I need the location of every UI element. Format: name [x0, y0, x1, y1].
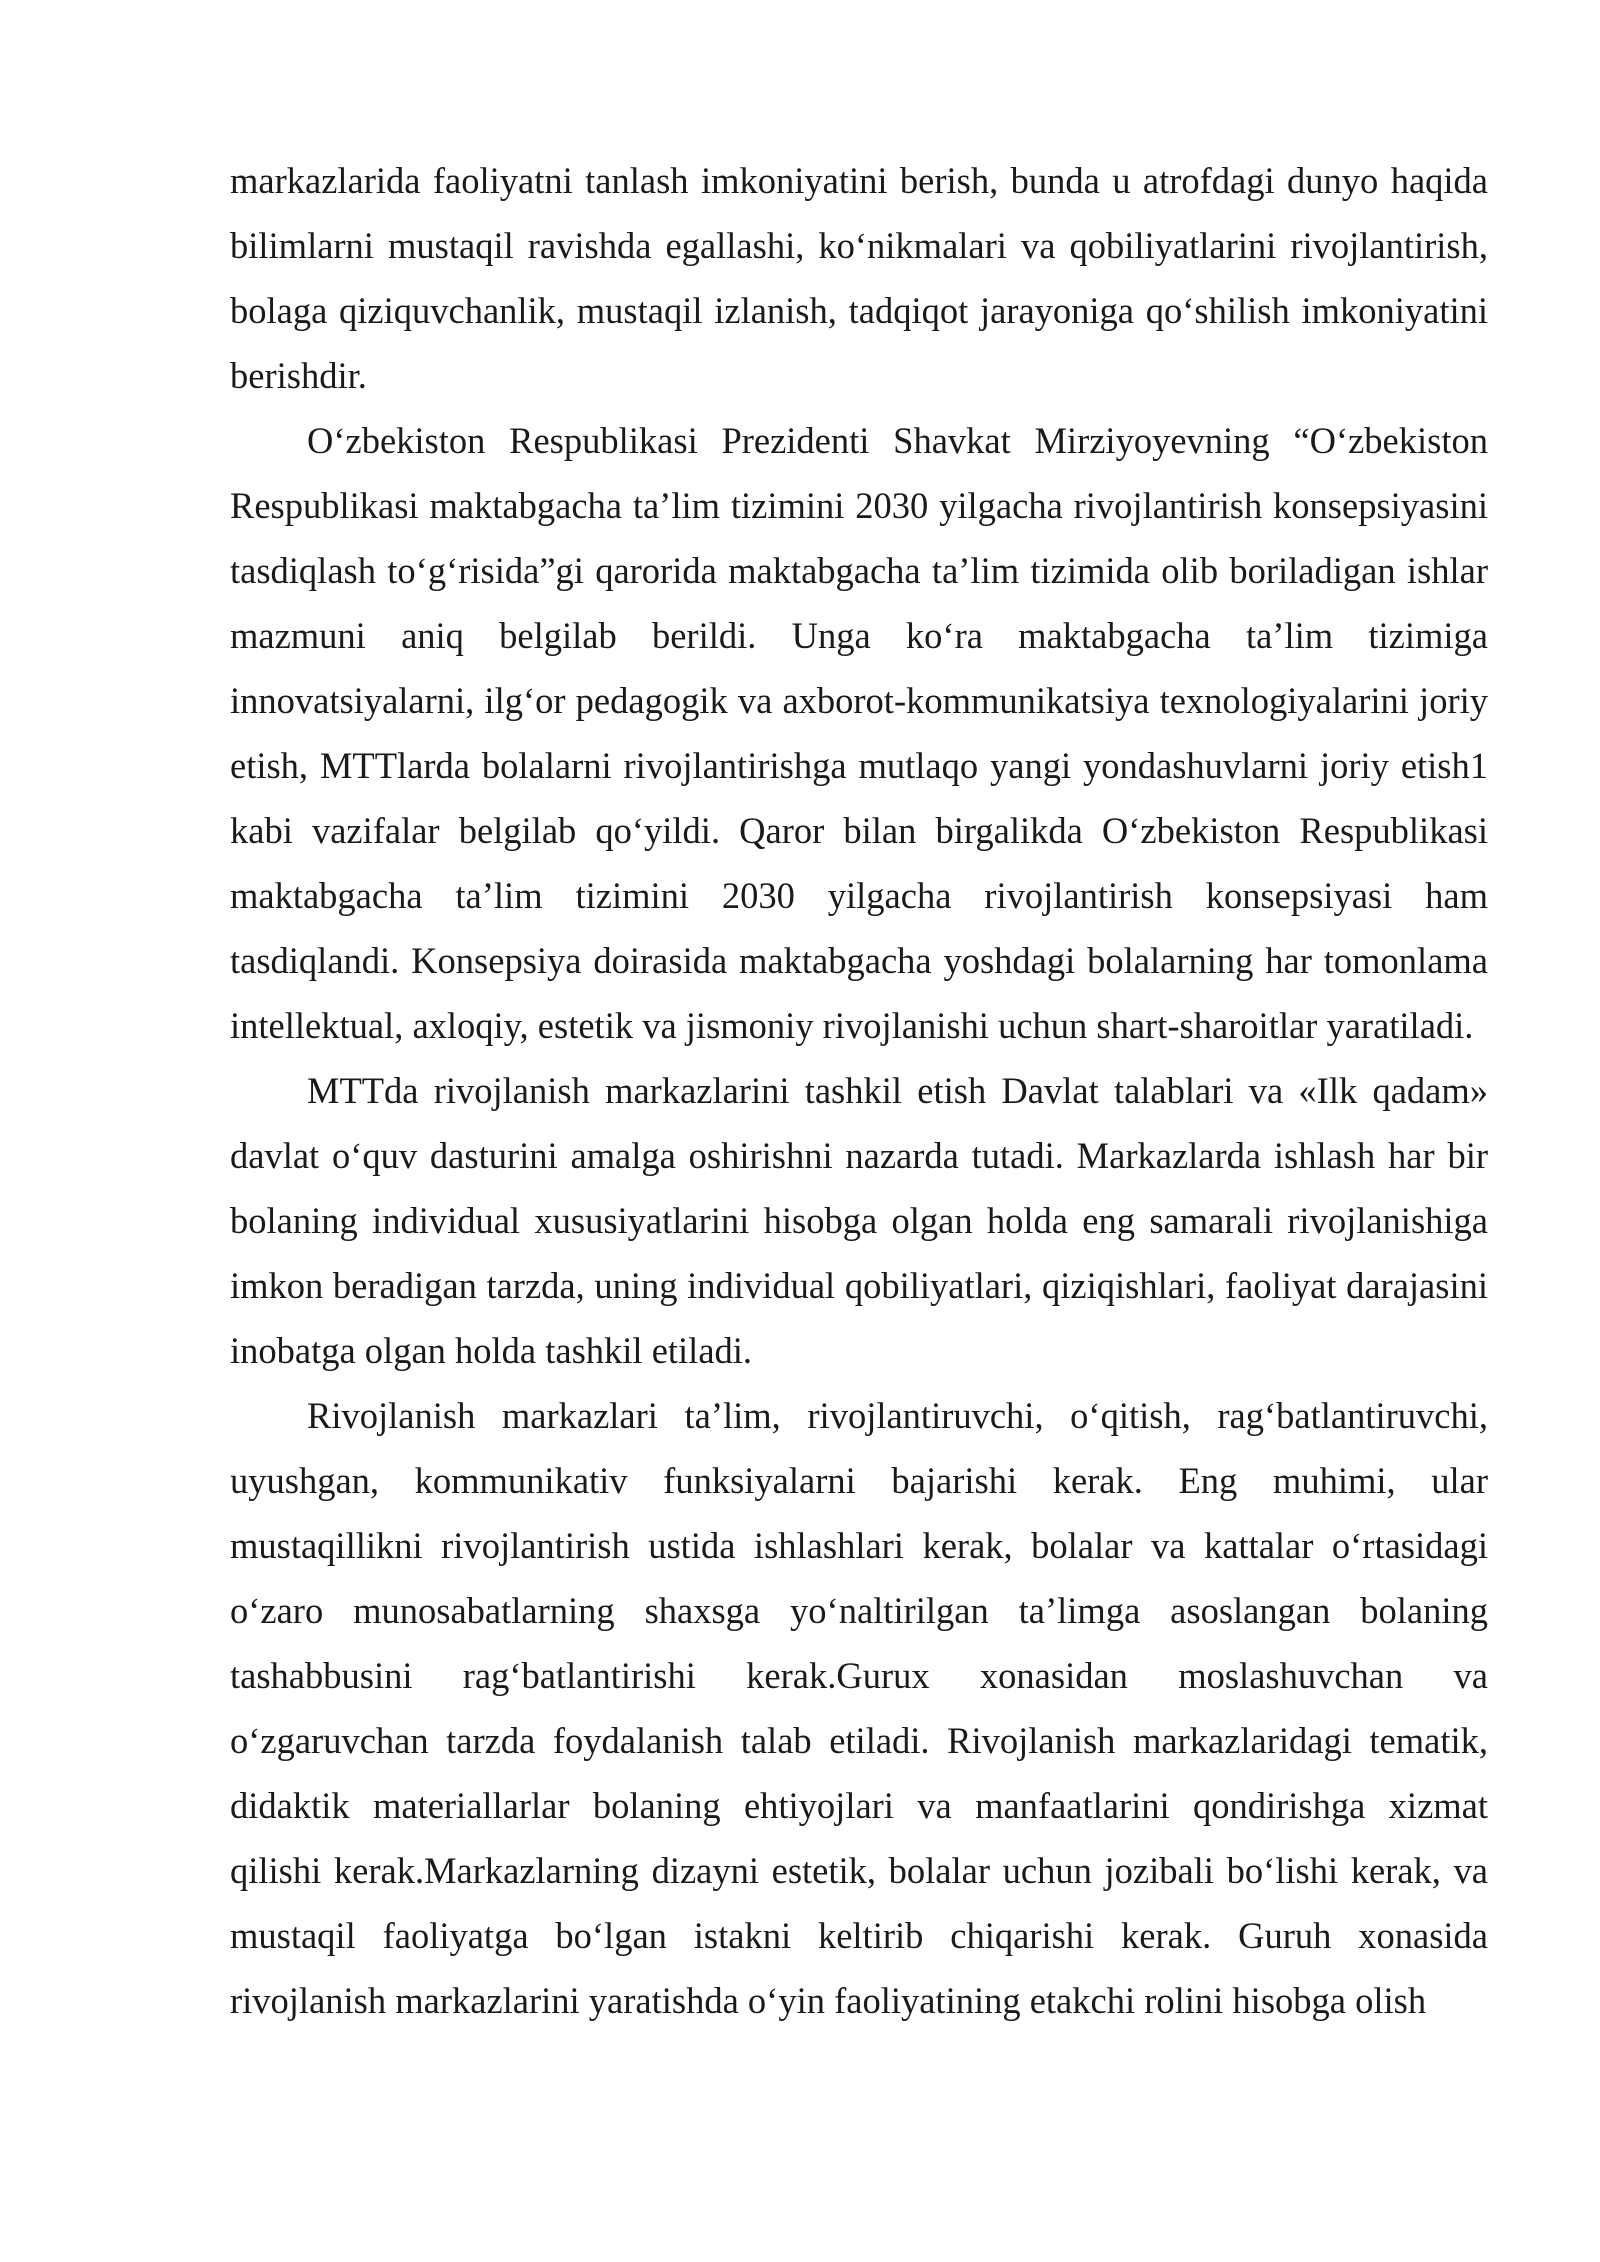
paragraph-1: markazlarida faoliyatni tanlash imkoniyatini berish, bunda u atrofdagi dunyo haqida bilimlarni mustaqil ravishda egallashi, ko‘nikmalari va qobiliyatlarini rivojlantirish, bolaga qiziquvchanlik, mustaqil izlanish, tadqiqot jarayoniga qo‘shilish imkoniyatini berishdir.: [230, 160, 1488, 396]
paragraph-4: Rivojlanish markazlari ta’lim, rivojlantiruvchi, o‘qitish, rag‘batlantiruvchi, uyushgan, kommunikativ funksiyalarni bajarishi kerak. Eng muhimi, ular mustaqillikni rivojlantirish ustida ishlashlari kerak, bolalar va kattalar o‘rtasidagi o‘zaro munosabatlarning shaxsga yo‘naltirilgan ta’limga asoslangan bolaning tashabbusini rag‘batlantirishi kerak.Gurux xonasidan moslashuvchan va o‘zgaruvchan tarzda foydalanish talab etiladi. Rivojlanish markazlaridagi tematik, didaktik materiallarlar bolaning ehtiyojlari va manfaatlarini qondirishga xizmat qilishi kerak.Markazlarning dizayni estetik, bolalar uchun jozibali bo‘lishi kerak, va mustaqil faoliyatga bo‘lgan istakni keltirib chiqarishi kerak. Guruh xonasida rivojlanish markazlarini yaratishda o‘yin faoliyatining etakchi rolini hisobga olish: [230, 1395, 1488, 2021]
paragraph-2: O‘zbekiston Respublikasi Prezidenti Shavkat Mirziyoyevning “O‘zbekiston Respublikasi maktabgacha ta’lim tizimini 2030 yilgacha rivojlantirish konsepsiyasini tasdiqlash to‘g‘risida”gi qarorida maktabgacha ta’lim tizimida olib boriladigan ishlar mazmuni aniq belgilab berildi. Unga ko‘ra maktabgacha ta’lim tizimiga innovatsiyalarni, ilg‘or pedagogik va axborot-kommunikatsiya texnologiyalarini joriy etish, MTTlarda bolalarni rivojlantirishga mutlaqo yangi yondashuvlarni joriy etish1 kabi vazifalar belgilab qo‘yildi. Qaror bilan birgalikda O‘zbekiston Respublikasi maktabgacha ta’lim tizimini 2030 yilgacha rivojlantirish konsepsiyasi ham tasdiqlandi. Konsepsiya doirasida maktabgacha yoshdagi bolalarning har tomonlama intellektual, axloqiy, estetik va jismoniy rivojlanishi uchun shart-sharoitlar yaratiladi.: [230, 420, 1488, 1046]
paragraph-3: MTTda rivojlanish markazlarini tashkil etish Davlat talablari va «Ilk qadam» davlat o‘quv dasturini amalga oshirishni nazarda tutadi. Markazlarda ishlash har bir bolaning individual xususiyatlarini hisobga olgan holda eng samarali rivojlanishiga imkon beradigan tarzda, uning individual qobiliyatlari, qiziqishlari, faoliyat darajasini inobatga olgan holda tashkil etiladi.: [230, 1070, 1488, 1371]
document-body: [230, 148, 1488, 2033]
